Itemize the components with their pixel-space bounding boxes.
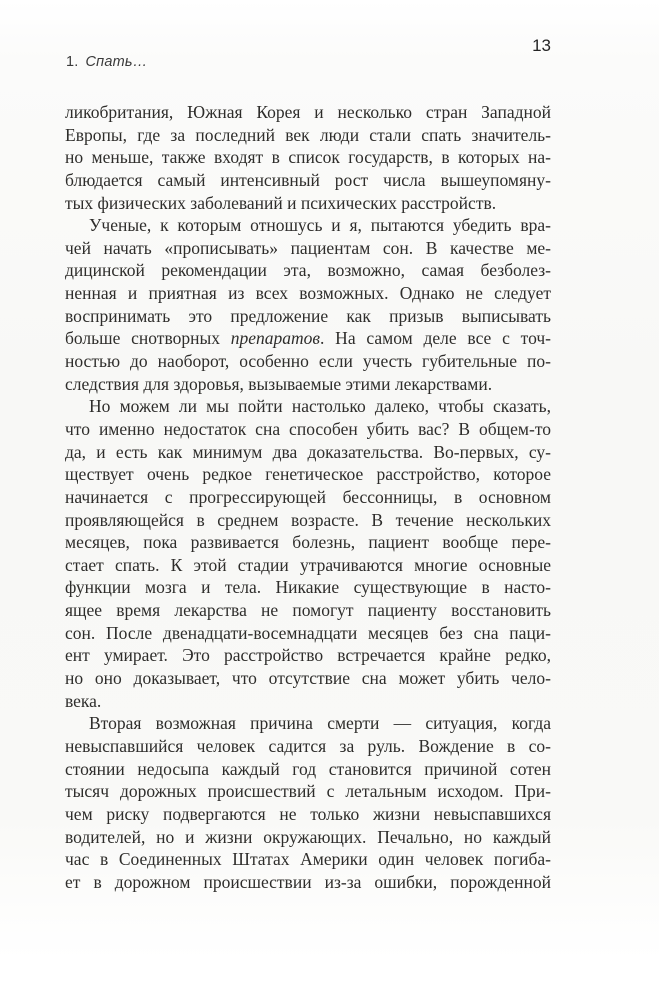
chapter-number: 1. — [66, 54, 79, 70]
text-line: начинается с прогрессирующей бессонницы, в основном — [65, 486, 551, 507]
text-line: невыспавшийся человек садится за руль. Вождение в со- — [65, 735, 551, 756]
text-line: чей начать «прописывать» пациентам сон. В качестве ме- — [65, 237, 551, 258]
chapter-title: Спать… — [85, 54, 148, 70]
text-line: но оно доказывает, что отсутствие сна может убить чело- — [65, 668, 551, 689]
text-line: но меньше, также входят в список государств, в которых на- — [65, 147, 551, 168]
text-line: ществует очень редкое генетическое расстройство, которое — [65, 464, 551, 485]
text-line: больше снотворных препаратов. На самом деле все с точ- — [65, 328, 551, 349]
text-line: стает спать. К этой стадии утрачиваются многие основные — [65, 554, 551, 575]
text-line: воспринимать это предложение как призыв выписывать — [65, 305, 551, 326]
text-line: час в Соединенных Штатах Америки один человек погиба- — [65, 849, 551, 870]
text-line: стоянии недосыпа каждый год становится причиной сотен — [65, 758, 551, 779]
text-line: функции мозга и тела. Никакие существующие в насто- — [65, 577, 551, 598]
text-line: чем риску подвергаются не только жизни невыспавшихся — [65, 803, 551, 824]
page-number: 13 — [532, 36, 551, 55]
italic-text: препаратов — [230, 328, 321, 349]
text-line: дицинской рекомендации эта, возможно, самая безболез- — [65, 260, 551, 281]
text-line: ент умирает. Это расстройство встречается крайне редко, — [65, 645, 551, 666]
text-line: ликобритания, Южная Корея и несколько стран Западной — [65, 102, 551, 122]
text-line: Вторая возможная причина смерти — ситуация, когда — [89, 713, 551, 734]
text-line: века. — [65, 690, 102, 711]
page-body — [65, 101, 551, 893]
text-line: что именно недостаток сна способен убить вас? В общем-то — [65, 418, 551, 439]
text-line: месяцев, пока развивается болезнь, пациент вообще пере- — [65, 532, 551, 553]
text-line: тых физических заболеваний и психических расстройств. — [65, 192, 497, 213]
text-line: Европы, где за последний век люди стали спать значитель- — [65, 124, 551, 145]
text-line: водителей, но и жизни окружающих. Печально, но каждый — [65, 826, 551, 847]
text-line: ет в дорожном происшествии из-за ошибки, порожденной — [65, 871, 551, 892]
text-line: Но можем ли мы пойти настолько далеко, чтобы сказать, — [89, 396, 551, 417]
text-line: проявляющейся в среднем возрасте. В течение нескольких — [65, 509, 551, 530]
running-header — [66, 53, 147, 71]
text-line: ностью до наоборот, особенно если учесть губительные по- — [65, 351, 551, 372]
text-line: ненная и приятная из всех возможных. Однако не следует — [65, 283, 551, 304]
text-line: тысяч дорожных происшествий с летальным исходом. При- — [65, 781, 551, 802]
text-line: ящее время лекарства не помогут пациенту восстановить — [65, 600, 551, 621]
text-line: сон. После двенадцати-восемнадцати месяцев без сна паци- — [65, 622, 551, 643]
text-line: следствия для здоровья, вызываемые этими лекарствами. — [65, 373, 493, 394]
text-line: блюдается самый интенсивный рост числа вышеупомяну- — [65, 169, 551, 190]
text-line: Ученые, к которым отношусь и я, пытаются убедить вра- — [89, 215, 551, 236]
text-line: да, и есть как минимум два доказательства. Во-первых, су- — [65, 441, 551, 462]
